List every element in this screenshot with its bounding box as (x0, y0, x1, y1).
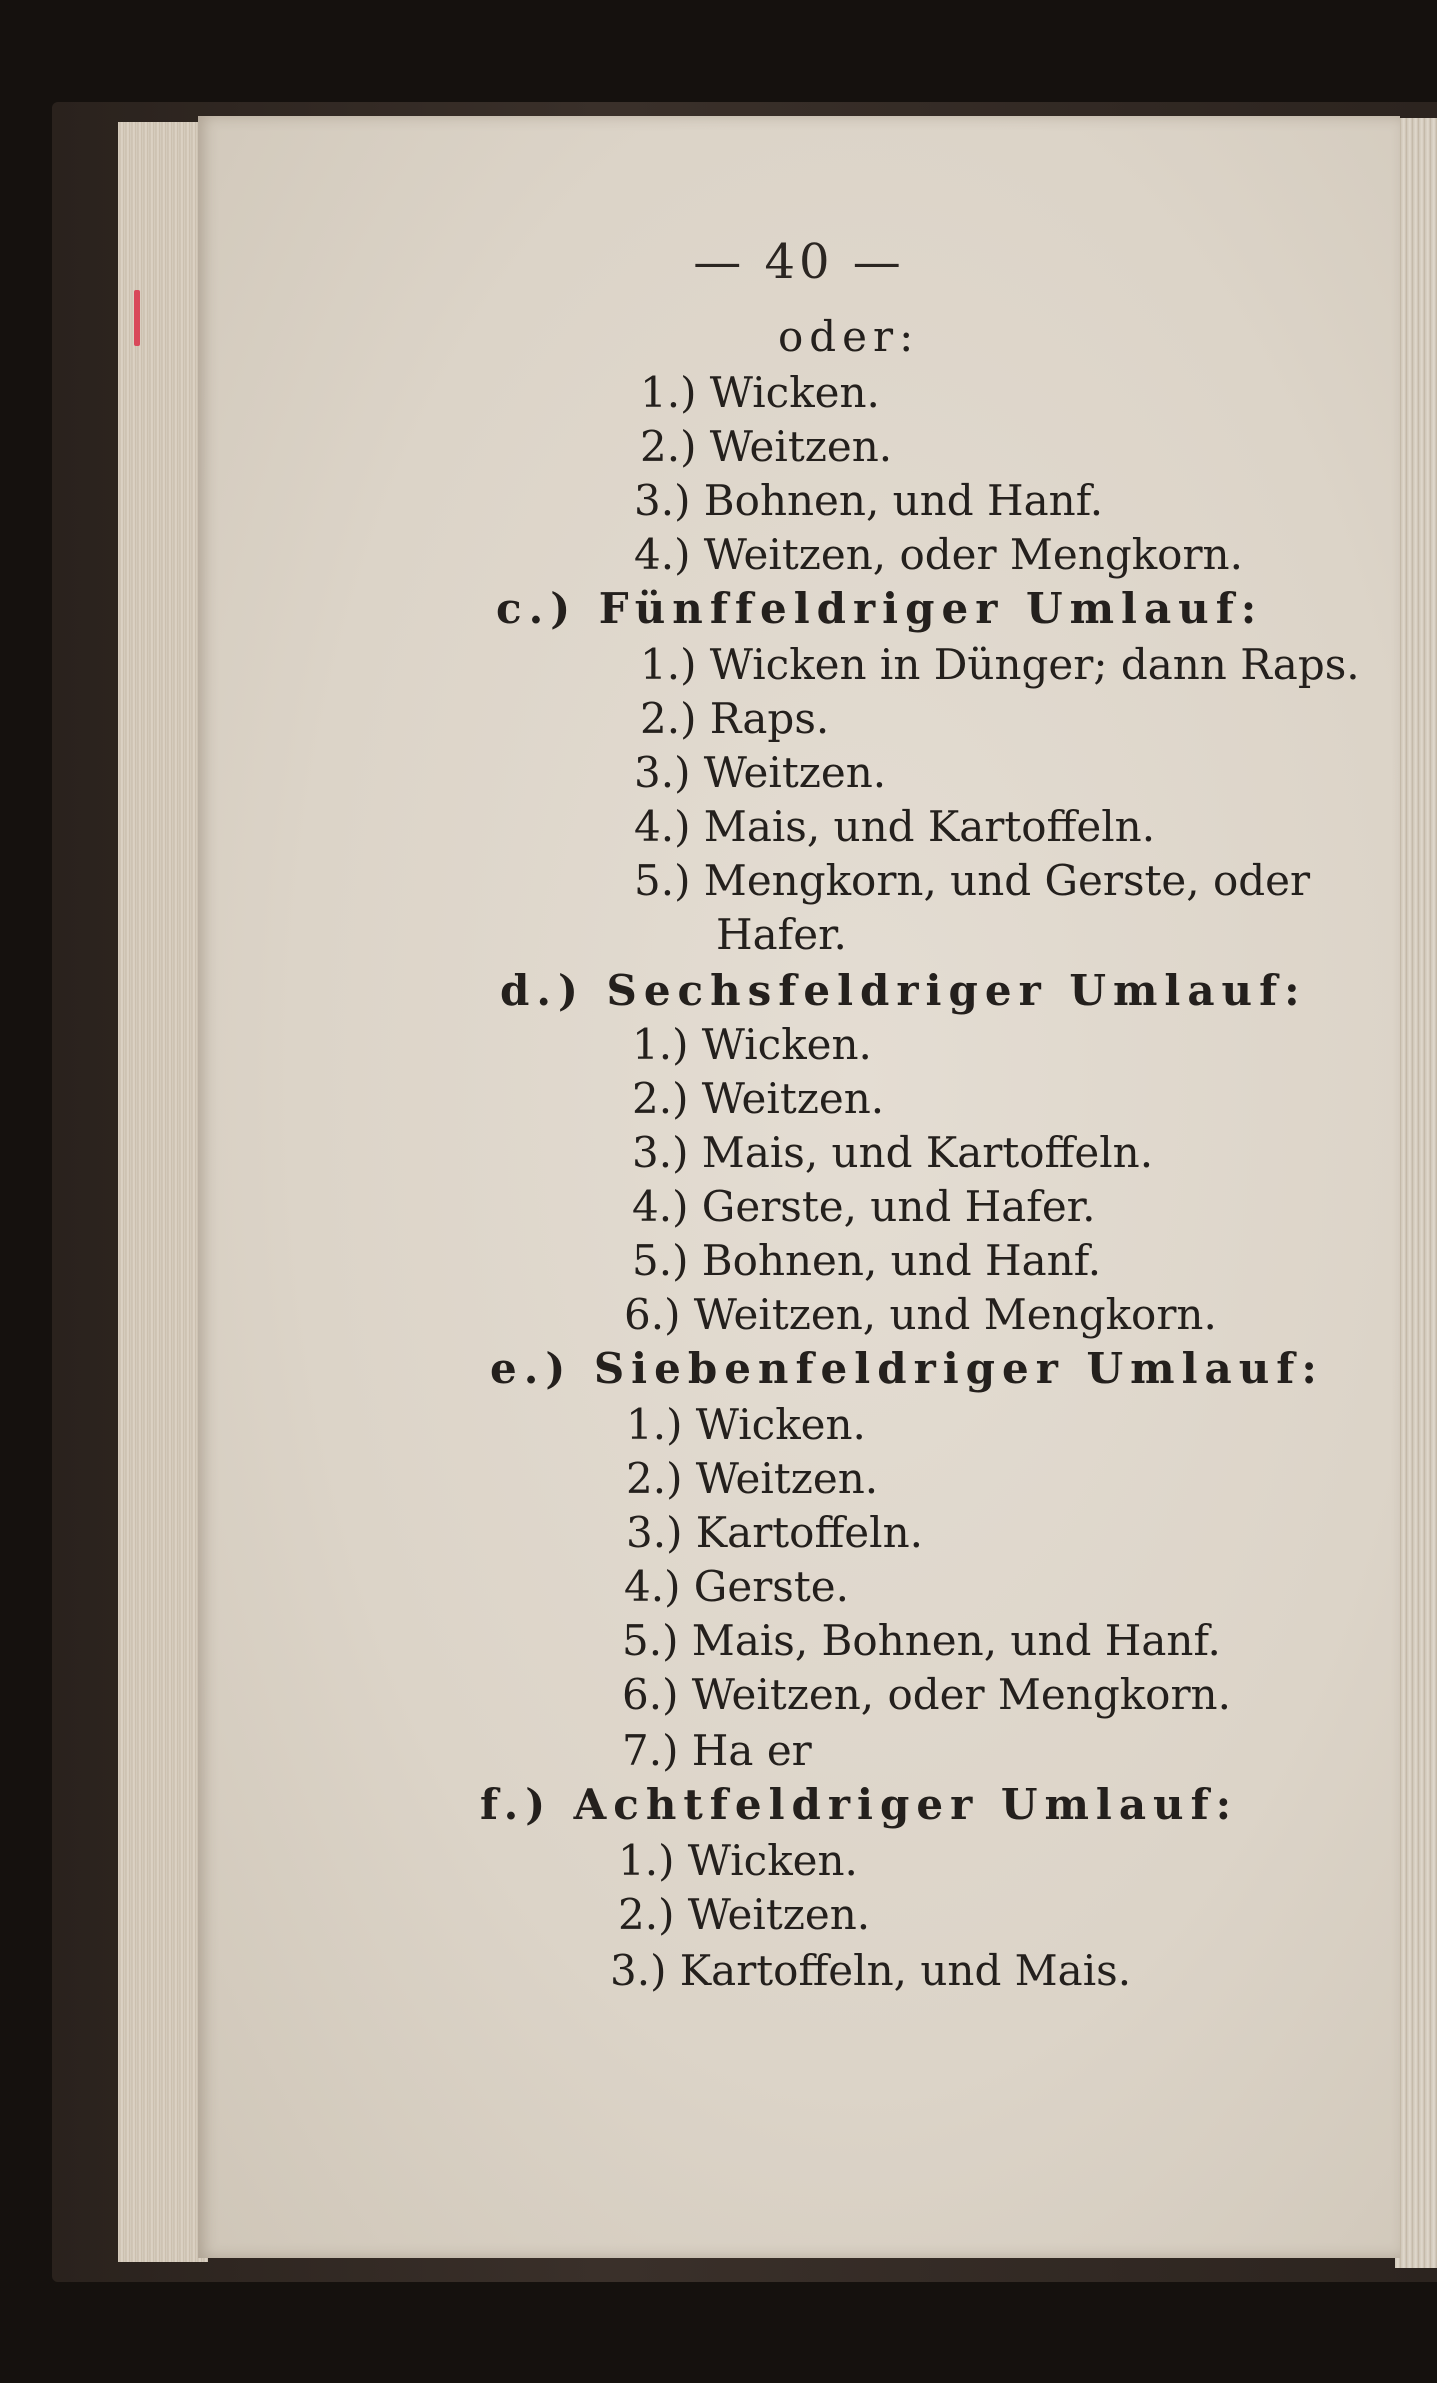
line-e3: 3.) Kartoffeln. (626, 1508, 923, 1557)
line-f-head: f.) Achtfeldriger Umlauf: (480, 1780, 1239, 1829)
red-ribbon-mark (134, 290, 140, 346)
line-c1: 1.) Wicken in Dünger; dann Raps. (640, 640, 1360, 689)
line-c3: 3.) Weitzen. (634, 748, 887, 797)
line-f2: 2.) Weitzen. (618, 1890, 871, 1939)
line-d-head: d.) Sechsfeldriger Umlauf: (500, 966, 1307, 1015)
line-c5b: Hafer. (716, 910, 847, 959)
line-d6: 6.) Weitzen, und Mengkorn. (624, 1290, 1217, 1339)
line-c4: 4.) Mais, und Kartoffeln. (634, 802, 1156, 851)
page-text (198, 116, 1400, 2258)
line-d5: 5.) Bohnen, und Hanf. (632, 1236, 1102, 1285)
line-e6: 6.) Weitzen, oder Mengkorn. (622, 1670, 1231, 1719)
line-e2: 2.) Weitzen. (626, 1454, 879, 1503)
line-a4: 4.) Weitzen, oder Mengkorn. (634, 530, 1243, 579)
line-c2: 2.) Raps. (640, 694, 830, 743)
line-d2: 2.) Weitzen. (632, 1074, 885, 1123)
line-a1: 1.) Wicken. (640, 368, 880, 417)
line-e5: 5.) Mais, Bohnen, und Hanf. (622, 1616, 1221, 1665)
line-f3: 3.) Kartoffeln, und Mais. (610, 1946, 1132, 1995)
line-e4: 4.) Gerste. (624, 1562, 849, 1611)
line-d1: 1.) Wicken. (632, 1020, 872, 1069)
left-page-edges (118, 122, 208, 2262)
line-a3: 3.) Bohnen, und Hanf. (634, 476, 1104, 525)
line-a2: 2.) Weitzen. (640, 422, 893, 471)
line-f1: 1.) Wicken. (618, 1836, 858, 1885)
line-e7: 7.) Ha er (622, 1726, 812, 1775)
line-oder-intro: oder: (778, 312, 920, 361)
line-c-head: c.) Fünffeldriger Umlauf: (496, 584, 1264, 633)
line-d4: 4.) Gerste, und Hafer. (632, 1182, 1096, 1231)
line-e-head: e.) Siebenfeldriger Umlauf: (490, 1344, 1324, 1393)
right-page-edges (1395, 118, 1437, 2268)
page-number-header: — 40 — (693, 234, 905, 290)
line-d3: 3.) Mais, und Kartoffeln. (632, 1128, 1154, 1177)
line-e1: 1.) Wicken. (626, 1400, 866, 1449)
line-c5: 5.) Mengkorn, und Gerste, oder (634, 856, 1311, 905)
book-page (198, 116, 1400, 2258)
